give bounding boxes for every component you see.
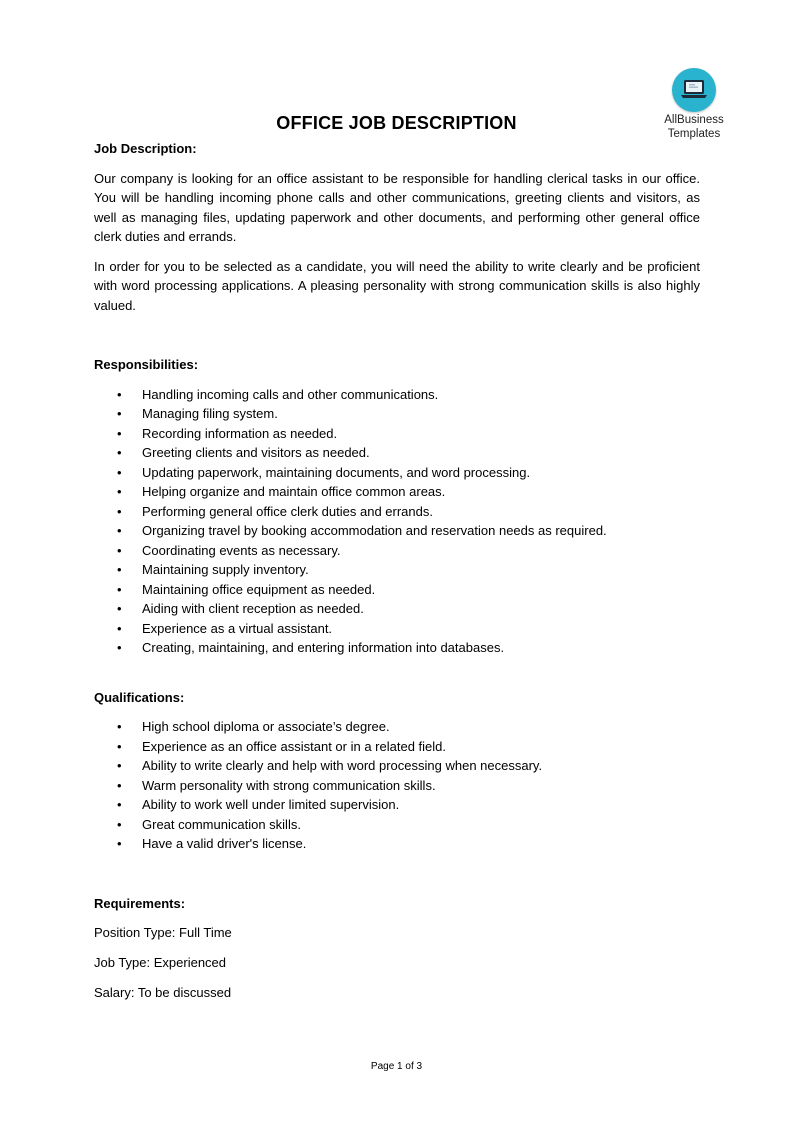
job-description-paragraph: Our company is looking for an office assistant to be responsible for handling clerical tasks in our office. You will be handling incoming phone calls and other communications, greeting clients and visitors, as well as managing files, updating paperwork and other documents, and performing other general office clerk duties and errands.: [94, 170, 700, 244]
bullet-icon: •: [117, 562, 122, 577]
bullet-icon: •: [117, 581, 122, 597]
requirement-job-type: Job Type: Experienced: [94, 955, 227, 970]
list-item-text: Performing general office clerk duties and errands.: [142, 503, 433, 519]
bullet-icon: •: [117, 816, 122, 832]
list-item: [94, 737, 700, 757]
list-item-text: High school diploma or associate’s degree.: [142, 719, 390, 734]
bullet-icon: •: [117, 425, 122, 441]
list-item-text: Handling incoming calls and other communications.: [142, 386, 439, 402]
bullet-icon: •: [117, 406, 122, 421]
bullet-icon: •: [117, 836, 122, 851]
list-item-text: Warm personality with strong communication skills.: [142, 777, 436, 793]
list-item: [94, 463, 700, 483]
list-item: [94, 619, 700, 639]
list-item: [94, 502, 700, 522]
job-description-heading: Job Description:: [94, 141, 197, 156]
bullet-icon: •: [117, 484, 122, 499]
list-item-text: Have a valid driver's license.: [142, 836, 307, 851]
bullet-icon: •: [117, 542, 122, 558]
requirement-position-type: Position Type: Full Time: [94, 925, 232, 940]
list-item-text: Experience as an office assistant or in a related field.: [142, 738, 446, 754]
list-item: [94, 404, 700, 424]
list-item-text: Ability to work well under limited supervision.: [142, 797, 400, 812]
list-item: [94, 541, 700, 561]
responsibilities-heading: Responsibilities:: [94, 357, 199, 372]
bullet-icon: •: [117, 503, 122, 519]
qualifications-list: [94, 717, 700, 854]
document-body: [94, 139, 700, 1003]
requirement-salary: Salary: To be discussed: [94, 985, 232, 1000]
list-item-text: Experience as a virtual assistant.: [142, 620, 333, 636]
list-item: [94, 834, 700, 854]
bullet-icon: •: [117, 445, 122, 460]
logo-line-2: Templates: [667, 128, 721, 140]
list-item: [94, 717, 700, 737]
list-item-text: Managing filing system.: [142, 406, 278, 421]
list-item-text: Creating, maintaining, and entering information into databases.: [142, 640, 505, 655]
responsibilities-list: [94, 385, 700, 658]
list-item: [94, 580, 700, 600]
bullet-icon: •: [117, 620, 122, 636]
bullet-icon: •: [117, 738, 122, 754]
list-item-text: Helping organize and maintain office common areas.: [142, 484, 446, 499]
list-item-text: Greeting clients and visitors as needed.: [142, 445, 370, 460]
bullet-icon: •: [117, 464, 122, 480]
list-item: [94, 638, 700, 658]
list-item: [94, 815, 700, 835]
list-item-text: Recording information as needed.: [142, 425, 338, 441]
list-item: [94, 560, 700, 580]
list-item: [94, 521, 700, 541]
qualifications-heading: Qualifications:: [94, 689, 185, 705]
list-item-text: Aiding with client reception as needed.: [142, 601, 364, 616]
list-item-text: Maintaining office equipment as needed.: [142, 581, 376, 597]
list-item: [94, 599, 700, 619]
list-item-text: Updating paperwork, maintaining documents, and word processing.: [142, 464, 531, 480]
list-item: [94, 482, 700, 502]
bullet-icon: •: [117, 523, 122, 538]
requirements-heading: Requirements:: [94, 895, 186, 911]
bullet-icon: •: [117, 386, 122, 402]
bullet-icon: •: [117, 640, 122, 655]
page-number: Page 1 of 3: [370, 1061, 423, 1072]
list-item: [94, 443, 700, 463]
list-item-text: Maintaining supply inventory.: [142, 562, 309, 577]
laptop-icon: [680, 78, 708, 102]
list-item: [94, 385, 700, 405]
logo-badge: [672, 68, 716, 112]
list-item: [94, 795, 700, 815]
logo-line-1: AllBusiness: [664, 114, 724, 126]
bullet-icon: •: [117, 758, 122, 773]
bullet-icon: •: [117, 777, 122, 793]
bullet-icon: •: [117, 719, 122, 734]
list-item: [94, 776, 700, 796]
list-item-text: Coordinating events as necessary.: [142, 542, 341, 558]
list-item-text: Great communication skills.: [142, 816, 301, 832]
list-item-text: Organizing travel by booking accommodation and reservation needs as required.: [142, 523, 607, 538]
bullet-icon: •: [117, 797, 122, 812]
bullet-icon: •: [117, 601, 122, 616]
job-description-paragraph: In order for you to be selected as a candidate, you will need the ability to write clearly and be proficient with word processing applications. A pleasing personality with strong communication skills is also highly valued.: [94, 258, 700, 313]
list-item-text: Ability to write clearly and help with word processing when necessary.: [142, 758, 543, 773]
list-item: [94, 756, 700, 776]
document-title: OFFICE JOB DESCRIPTION: [276, 113, 517, 133]
list-item: [94, 424, 700, 444]
